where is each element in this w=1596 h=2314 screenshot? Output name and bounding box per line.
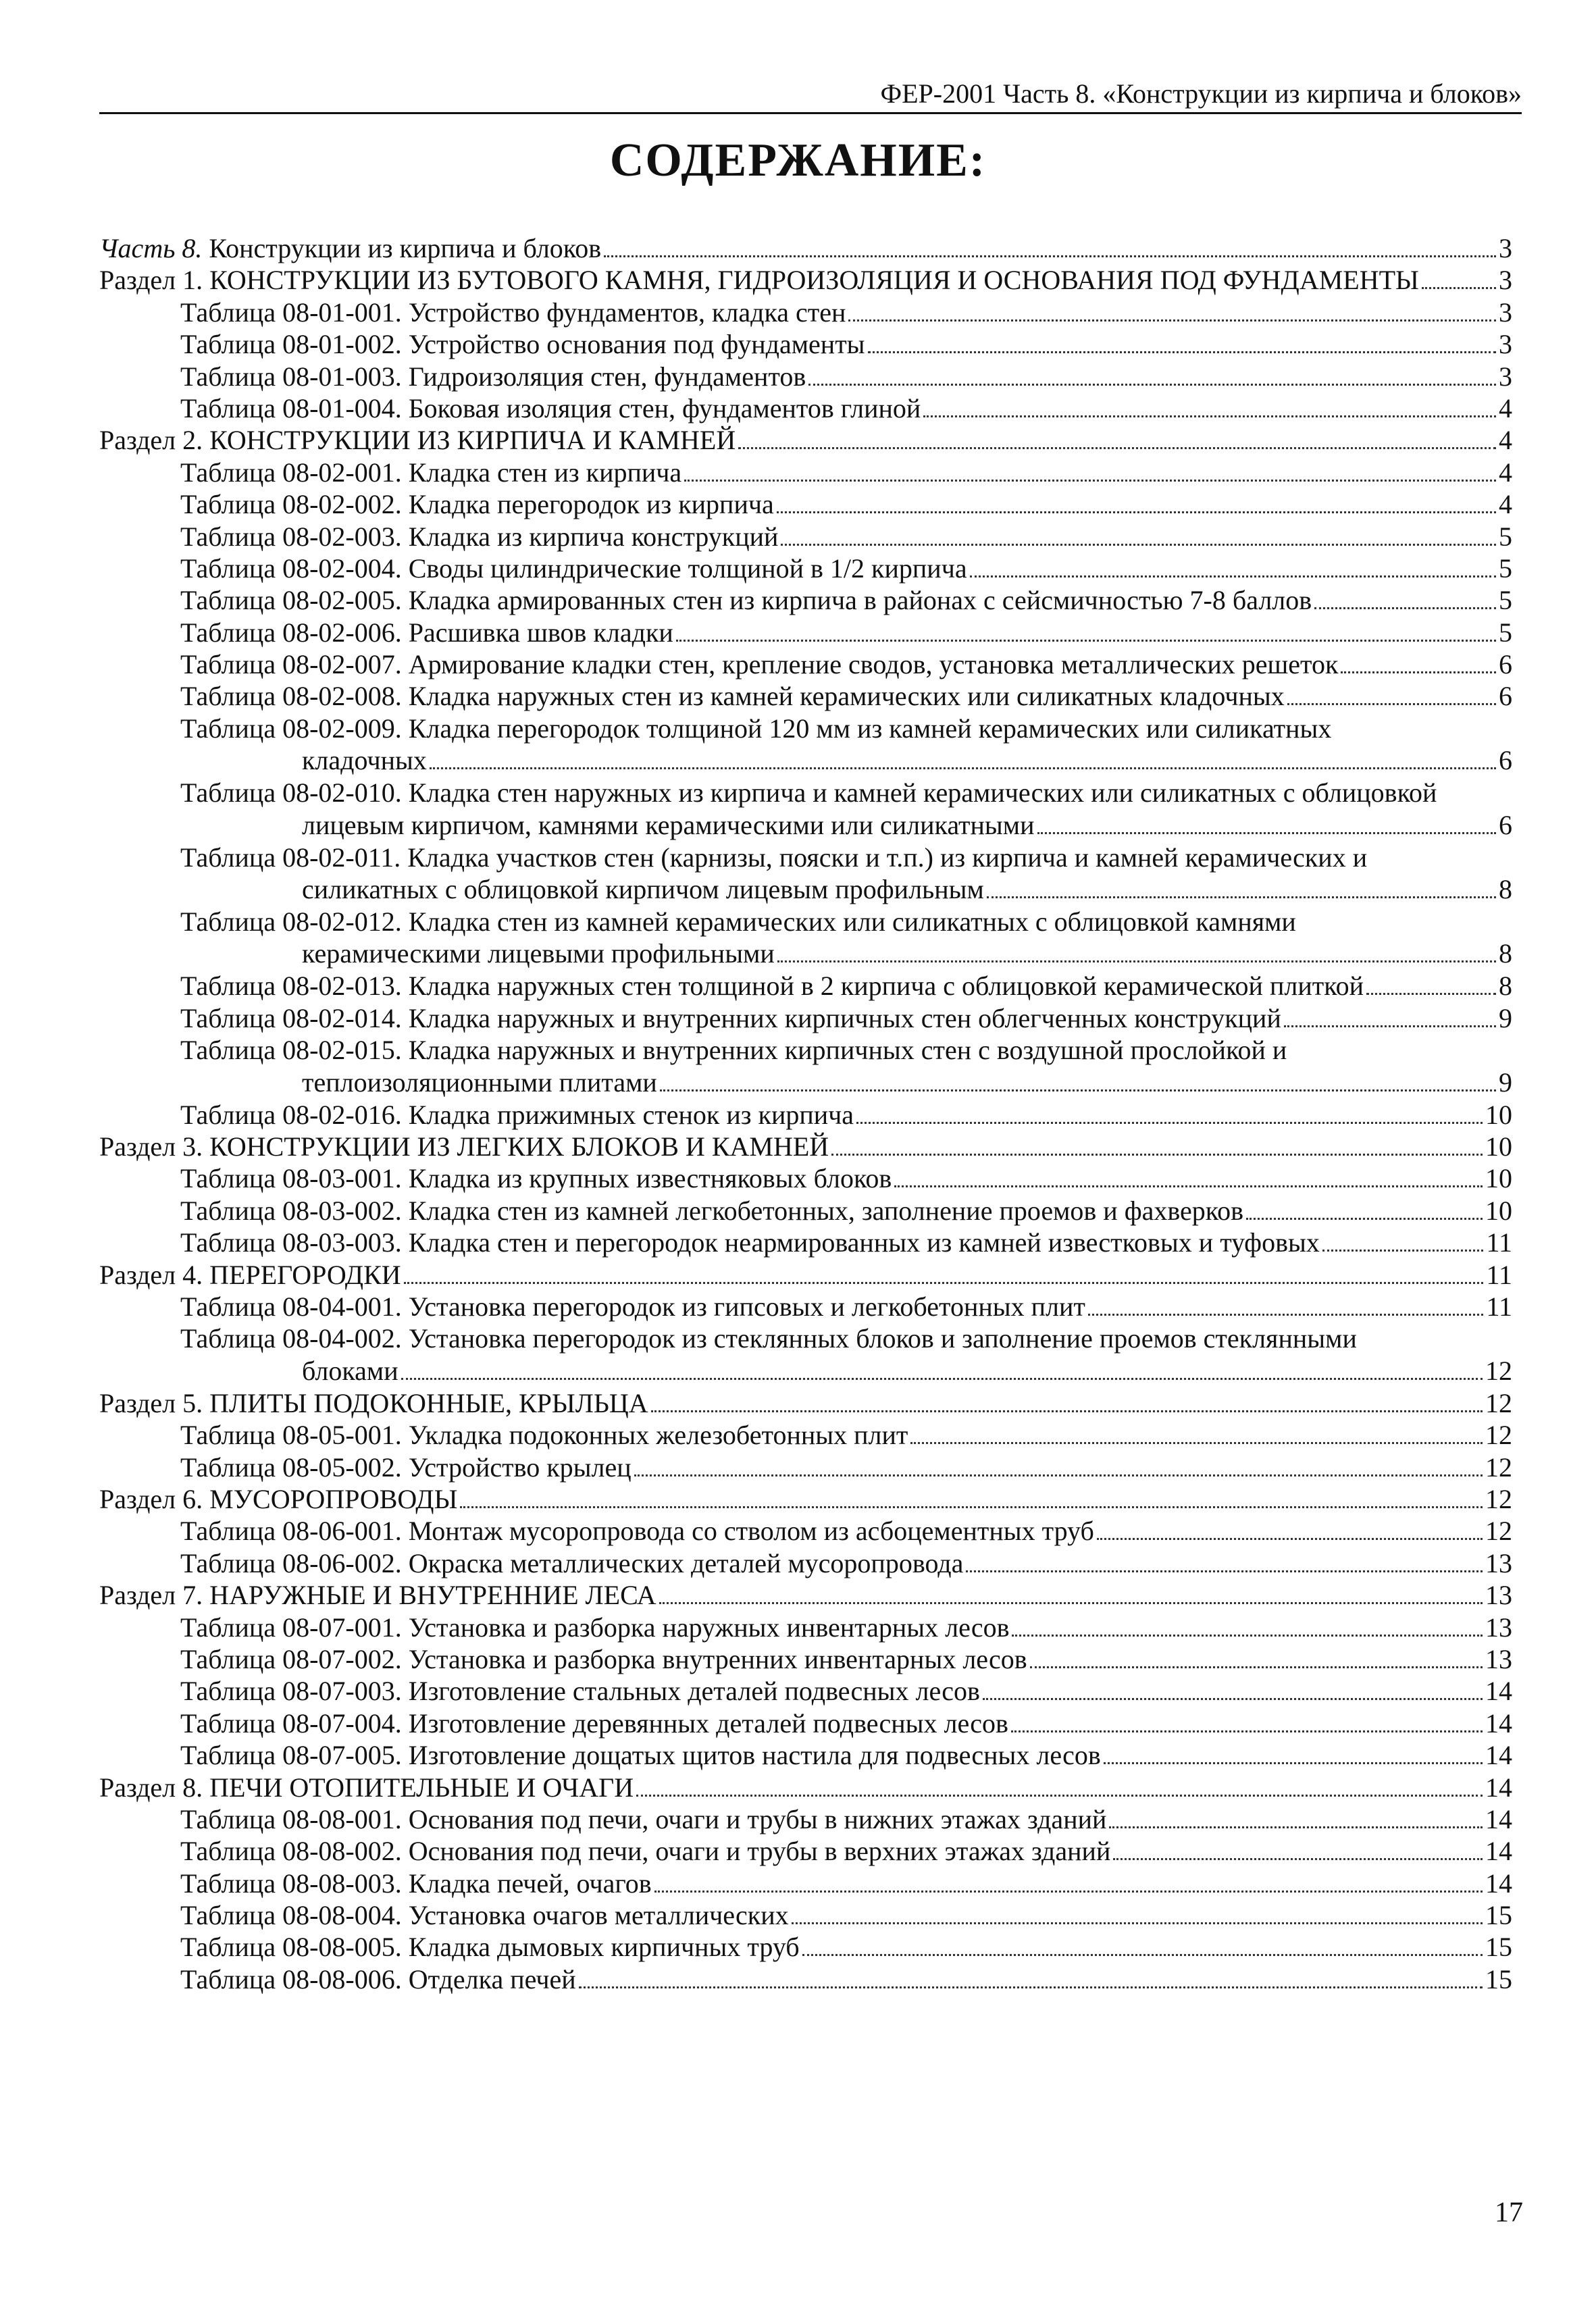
toc-entry-label: Таблица 08-02-001. Кладка стен из кирпича <box>180 457 682 488</box>
toc-page-number: 4 <box>1499 457 1512 488</box>
toc-table-entry[interactable] <box>99 1675 1512 1707</box>
dot-leader <box>923 415 1496 417</box>
toc-entry-label: Раздел 8. ПЕЧИ ОТОПИТЕЛЬНЫЕ И ОЧАГИ <box>99 1772 634 1803</box>
dot-leader <box>1422 287 1496 289</box>
toc-table-entry[interactable] <box>99 1643 1512 1675</box>
dot-leader <box>604 255 1496 257</box>
toc-section-entry[interactable] <box>99 264 1512 296</box>
toc-table-entry[interactable] <box>99 361 1512 392</box>
dot-leader <box>1246 1218 1483 1220</box>
dot-leader <box>1104 1762 1483 1764</box>
dot-leader <box>868 351 1496 353</box>
toc-page-number: 15 <box>1485 1900 1512 1931</box>
toc-page-number: 14 <box>1485 1707 1512 1739</box>
toc-entry-label: Таблица 08-02-004. Своды цилиндрические толщиной в 1/2 кирпича <box>180 552 967 584</box>
toc-page-number: 3 <box>1499 265 1512 296</box>
toc-table-entry[interactable] <box>99 1963 1512 1995</box>
toc-table-entry[interactable] <box>99 328 1512 360</box>
toc-table-entry[interactable] <box>99 1419 1512 1451</box>
toc-entry-label: Раздел 4. ПЕРЕГОРОДКИ <box>99 1259 401 1290</box>
toc-entry-continuation-label: лицевым кирпичом, камнями керамическими или силикатными <box>302 809 1035 840</box>
dot-leader <box>1113 1858 1483 1860</box>
toc-entry-label: Раздел 1. КОНСТРУКЦИИ ИЗ БУТОВОГО КАМНЯ, ГИДРОИЗОЛЯЦИЯ И ОСНОВАНИЯ ПОД ФУНДАМЕНТЫ <box>99 265 1419 296</box>
toc-table-entry[interactable] <box>99 297 1512 328</box>
toc-table-entry[interactable] <box>99 1322 1512 1387</box>
toc-table-entry[interactable] <box>99 842 1512 906</box>
toc-entry-label: Таблица 08-02-014. Кладка наружных и внутренних кирпичных стен облегченных конструкций <box>180 1002 1281 1033</box>
toc-page-number: 13 <box>1485 1612 1512 1643</box>
toc-table-entry[interactable] <box>99 1835 1512 1867</box>
toc-entry-label: Раздел 7. НАРУЖНЫЕ И ВНУТРЕННИЕ ЛЕСА <box>99 1580 657 1611</box>
toc-entry-label: Таблица 08-08-004. Установка очагов металлических <box>180 1900 789 1931</box>
toc-entry-label: Таблица 08-02-016. Кладка прижимных стенок из кирпича <box>180 1099 854 1130</box>
dot-leader <box>966 1570 1483 1572</box>
toc-page-number: 13 <box>1485 1643 1512 1674</box>
toc-entry-label: Раздел 6. МУСОРОПРОВОДЫ <box>99 1483 458 1514</box>
dot-leader <box>983 1698 1483 1700</box>
toc-entry-label: Таблица 08-02-009. Кладка перегородок толщиной 120 мм из камней керамических или силикатных <box>180 713 1332 744</box>
toc-page-number: 6 <box>1499 745 1512 776</box>
toc-entry-label: Таблица 08-07-004. Изготовление деревянных деталей подвесных лесов <box>180 1707 1008 1739</box>
toc-page-number: 14 <box>1485 1803 1512 1834</box>
toc-section-entry[interactable] <box>99 1483 1512 1515</box>
toc-entry-label: Таблица 08-02-008. Кладка наружных стен из камней керамических или силикатных кладочных <box>180 681 1285 712</box>
toc-page-number: 13 <box>1485 1580 1512 1611</box>
toc-table-entry[interactable] <box>99 1227 1512 1258</box>
toc-entry-label: Таблица 08-08-001. Основания под печи, очаги и трубы в нижних этажах зданий <box>180 1803 1107 1834</box>
dot-leader <box>1314 607 1496 609</box>
toc-page-number: 10 <box>1485 1099 1512 1130</box>
toc-table-entry[interactable] <box>99 680 1512 712</box>
toc-entry-label: Таблица 08-02-005. Кладка армированных стен из кирпича в районах с сейсмичностью 7-8 баллов <box>180 585 1312 616</box>
toc-entry-label: Таблица 08-02-007. Армирование кладки стен, крепление сводов, установка металлических решеток <box>180 649 1339 680</box>
dot-leader <box>808 384 1496 386</box>
toc-page-number: 8 <box>1499 971 1512 1002</box>
toc-page-number: 12 <box>1485 1483 1512 1514</box>
toc-table-entry[interactable] <box>99 1099 1512 1131</box>
dot-leader <box>777 511 1496 513</box>
toc-page-number: 5 <box>1499 521 1512 552</box>
toc-table-entry[interactable] <box>99 488 1512 520</box>
toc-page-number: 10 <box>1485 1131 1512 1162</box>
toc-table-entry[interactable] <box>99 1291 1512 1322</box>
dot-leader <box>401 1378 1483 1380</box>
toc-table-entry[interactable] <box>99 1547 1512 1579</box>
toc-table-entry[interactable] <box>99 1451 1512 1483</box>
dot-leader <box>579 1986 1483 1988</box>
toc-page-number: 6 <box>1499 649 1512 680</box>
dot-leader <box>848 319 1496 322</box>
toc-entry-label: Таблица 08-06-001. Монтаж мусоропровода со стволом из асбоцементных труб <box>180 1516 1094 1547</box>
toc-section-entry[interactable] <box>99 1259 1512 1291</box>
toc-entry-label: Таблица 08-01-002. Устройство основания под фундаменты <box>180 329 865 360</box>
toc-entry-label: Раздел 3. КОНСТРУКЦИИ ИЗ ЛЕГКИХ БЛОКОВ И КАМНЕЙ <box>99 1131 829 1162</box>
toc-page-number: 14 <box>1485 1676 1512 1707</box>
toc-section-entry[interactable] <box>99 1772 1512 1803</box>
toc-entry-label: Таблица 08-02-002. Кладка перегородок из кирпича <box>180 489 774 520</box>
dot-leader <box>856 1122 1483 1124</box>
dot-leader <box>660 1089 1496 1091</box>
dot-leader <box>659 1602 1483 1604</box>
toc-page-number: 6 <box>1499 809 1512 840</box>
toc-entry-label: Таблица 08-03-002. Кладка стен из камней легкобетонных, заполнение проемов и фахверков <box>180 1195 1244 1226</box>
toc-table-entry[interactable] <box>99 1612 1512 1643</box>
dot-leader <box>1284 1025 1496 1027</box>
toc-page-number: 8 <box>1499 874 1512 905</box>
dot-leader <box>970 575 1496 577</box>
toc-entry-label: Таблица 08-07-001. Установка и разборка наружных инвентарных лесов <box>180 1612 1010 1643</box>
toc-table-entry[interactable] <box>99 1162 1512 1194</box>
toc-page-number: 5 <box>1499 585 1512 616</box>
toc-page-number: 10 <box>1485 1163 1512 1194</box>
toc-entry-label: Таблица 08-03-003. Кладка стен и перегородок неармированных из камней известковых и туфовых <box>180 1227 1320 1258</box>
toc-page-number: 11 <box>1486 1227 1512 1258</box>
dot-leader <box>831 1154 1483 1156</box>
toc-table-entry[interactable] <box>99 1899 1512 1931</box>
toc-entry-label: Таблица 08-05-001. Укладка подоконных железобетонных плит <box>180 1420 908 1451</box>
toc-page-number: 14 <box>1485 1772 1512 1803</box>
dot-leader <box>1366 993 1496 995</box>
toc-entry-label: Таблица 08-08-002. Основания под печи, очаги и трубы в верхних этажах зданий <box>180 1836 1111 1867</box>
toc-entry-continuation-label: керамическими лицевыми профильными <box>302 938 775 969</box>
toc-entry-label: Таблица 08-06-002. Окраска металлических деталей мусоропровода <box>180 1547 964 1578</box>
toc-table-entry[interactable] <box>99 1868 1512 1899</box>
page-title: СОДЕРЖАНИЕ: <box>609 134 987 186</box>
dot-leader <box>1322 1250 1484 1252</box>
toc-entry-continuation <box>180 744 1512 777</box>
toc-page-number: 9 <box>1499 1066 1512 1098</box>
toc-table-entry[interactable] <box>99 1739 1512 1771</box>
dot-leader <box>636 1795 1483 1797</box>
dot-leader <box>1341 671 1496 673</box>
toc-page-number: 4 <box>1499 425 1512 456</box>
toc-entry-label: Таблица 08-02-010. Кладка стен наружных из кирпича и камней керамических или силикатных с облицовкой <box>180 777 1437 808</box>
toc-entry-continuation <box>180 809 1512 842</box>
toc-part-entry[interactable] <box>99 232 1512 264</box>
toc-entry-label: Таблица 08-01-004. Боковая изоляция стен, фундаментов глиной <box>180 392 921 423</box>
toc-page-number: 3 <box>1499 329 1512 360</box>
dot-leader <box>1011 1730 1483 1732</box>
toc-entry-label: Таблица 08-04-002. Установка перегородок из стеклянных блоков и заполнение проемов стеклянными <box>180 1323 1357 1354</box>
toc-entry-label: Таблица 08-05-002. Устройство крылец <box>180 1451 632 1483</box>
toc-entry-continuation-label: кладочных <box>302 745 427 776</box>
toc-page-number: 12 <box>1485 1451 1512 1483</box>
dot-leader <box>777 960 1496 962</box>
dot-leader <box>634 1474 1483 1476</box>
dot-leader <box>1037 832 1496 834</box>
dot-leader <box>1109 1826 1483 1828</box>
toc-page-number: 3 <box>1499 361 1512 392</box>
dot-leader <box>430 767 1496 769</box>
toc-page-number: 12 <box>1485 1387 1512 1418</box>
dot-leader <box>651 1410 1483 1412</box>
dot-leader <box>654 1891 1483 1893</box>
toc-table-entry[interactable] <box>99 906 1512 970</box>
dot-leader <box>460 1506 1483 1508</box>
toc-entry-label: Таблица 08-07-005. Изготовление дощатых щитов настила для подвесных лесов <box>180 1740 1101 1771</box>
toc-page-number: 3 <box>1499 233 1512 263</box>
toc-entry-label: Таблица 08-07-003. Изготовление стальных деталей подвесных лесов <box>180 1676 980 1707</box>
toc-table-entry[interactable] <box>99 617 1512 648</box>
dot-leader <box>894 1185 1483 1187</box>
toc-table-entry[interactable] <box>99 1931 1512 1963</box>
toc-entry-label: Часть 8. Конструкции из кирпича и блоков <box>99 233 602 263</box>
toc-entry-label: Таблица 08-02-015. Кладка наружных и внутренних кирпичных стен с воздушной прослойкой и <box>180 1035 1287 1066</box>
dot-leader <box>404 1282 1484 1284</box>
toc-entry-label: Таблица 08-08-006. Отделка печей <box>180 1963 576 1995</box>
toc-table-entry[interactable] <box>99 521 1512 552</box>
toc-entry-label: Таблица 08-01-001. Устройство фундаментов, кладка стен <box>180 297 846 328</box>
dot-leader <box>802 1954 1483 1956</box>
toc-table-entry[interactable] <box>99 970 1512 1002</box>
toc-entry-label: Таблица 08-08-003. Кладка печей, очагов <box>180 1868 652 1899</box>
toc-section-entry[interactable] <box>99 1131 1512 1162</box>
dot-leader <box>676 640 1496 642</box>
toc-entry-label: Таблица 08-01-003. Гидроизоляция стен, фундаментов <box>180 361 806 392</box>
dot-leader <box>1088 1314 1484 1316</box>
toc-table-entry[interactable] <box>99 713 1512 777</box>
toc-section-entry[interactable] <box>99 1387 1512 1419</box>
toc-entry-label: Таблица 08-08-005. Кладка дымовых кирпичных труб <box>180 1932 800 1963</box>
toc-entry-label: Таблица 08-02-011. Кладка участков стен (карнизы, пояски и т.п.) из кирпича и камней керамических и <box>180 842 1368 873</box>
toc-entry-continuation <box>180 1355 1512 1387</box>
toc-section-entry[interactable] <box>99 424 1512 456</box>
dot-leader <box>987 896 1496 898</box>
toc-page-number: 15 <box>1485 1963 1512 1995</box>
toc-page-number: 8 <box>1499 938 1512 969</box>
toc-table-entry[interactable] <box>99 777 1512 841</box>
toc-page-number: 6 <box>1499 681 1512 712</box>
toc-entry-label: Таблица 08-02-003. Кладка из кирпича конструкций <box>180 521 779 552</box>
dot-leader <box>1097 1538 1483 1540</box>
toc-entry-continuation-label: силикатных с облицовкой кирпичом лицевым профильным <box>302 874 984 905</box>
toc-page-number: 13 <box>1485 1547 1512 1578</box>
toc-page-number: 12 <box>1485 1355 1512 1386</box>
toc-page-number: 14 <box>1485 1836 1512 1867</box>
toc-table-entry[interactable] <box>99 584 1512 616</box>
toc-page-number: 4 <box>1499 392 1512 423</box>
dot-leader <box>1012 1635 1483 1637</box>
toc-table-entry[interactable] <box>99 552 1512 584</box>
dot-leader <box>910 1442 1483 1444</box>
toc-table-entry[interactable] <box>99 392 1512 424</box>
toc-page-number: 9 <box>1499 1002 1512 1033</box>
toc-table-entry[interactable] <box>99 1707 1512 1739</box>
toc-page-number: 5 <box>1499 617 1512 648</box>
dot-leader <box>684 480 1496 482</box>
header-text: ФЕР-2001 Часть 8. «Конструкции из кирпича и блоков» <box>880 78 1522 109</box>
toc-page-number: 15 <box>1485 1932 1512 1963</box>
toc-entry-continuation-label: теплоизоляционными плитами <box>302 1066 657 1098</box>
toc-table-entry[interactable] <box>99 648 1512 680</box>
toc-section-entry[interactable] <box>99 1579 1512 1611</box>
toc-table-entry[interactable] <box>99 1195 1512 1227</box>
toc-entry-label: Раздел 5. ПЛИТЫ ПОДОКОННЫЕ, КРЫЛЬЦА <box>99 1387 648 1418</box>
toc-page-number: 5 <box>1499 552 1512 584</box>
toc-page-number: 11 <box>1486 1291 1512 1322</box>
toc-entry-label: Таблица 08-07-002. Установка и разборка внутренних инвентарных лесов <box>180 1643 1027 1674</box>
toc-page-number: 10 <box>1485 1195 1512 1226</box>
toc-table-entry[interactable] <box>99 457 1512 488</box>
dot-leader <box>1030 1666 1483 1668</box>
toc-entry-continuation <box>180 1066 1512 1099</box>
toc-entry-continuation <box>180 937 1512 970</box>
toc-entry-label: Таблица 08-04-001. Установка перегородок из гипсовых и легкобетонных плит <box>180 1291 1085 1322</box>
toc-page-number: 14 <box>1485 1868 1512 1899</box>
toc-entry-label: Таблица 08-02-012. Кладка стен из камней керамических или силикатных с облицовкой камнями <box>180 906 1296 937</box>
toc-table-entry[interactable] <box>99 1002 1512 1034</box>
toc-entry-continuation-label: блоками <box>302 1355 398 1386</box>
toc-table-entry[interactable] <box>99 1515 1512 1547</box>
dot-leader <box>1287 703 1496 705</box>
dot-leader <box>738 447 1496 449</box>
toc-page-number: 11 <box>1486 1259 1512 1290</box>
toc-table-entry[interactable] <box>99 1034 1512 1098</box>
table-of-contents <box>99 232 1512 1995</box>
toc-entry-continuation <box>180 873 1512 906</box>
dot-leader <box>781 544 1496 546</box>
running-header <box>99 80 1522 114</box>
toc-page-number: 3 <box>1499 297 1512 328</box>
toc-page-number: 12 <box>1485 1420 1512 1451</box>
toc-table-entry[interactable] <box>99 1803 1512 1835</box>
toc-page-number: 12 <box>1485 1516 1512 1547</box>
dot-leader <box>792 1922 1483 1924</box>
toc-entry-label: Раздел 2. КОНСТРУКЦИИ ИЗ КИРПИЧА И КАМНЕЙ <box>99 425 736 456</box>
toc-entry-label: Таблица 08-02-013. Кладка наружных стен толщиной в 2 кирпича с облицовкой керамической плиткой <box>180 971 1364 1002</box>
page-number: 17 <box>1495 2197 1523 2228</box>
toc-page-number: 4 <box>1499 489 1512 520</box>
toc-page-number: 14 <box>1485 1740 1512 1771</box>
toc-entry-label: Таблица 08-02-006. Расшивка швов кладки <box>180 617 673 648</box>
toc-entry-label: Таблица 08-03-001. Кладка из крупных известняковых блоков <box>180 1163 892 1194</box>
